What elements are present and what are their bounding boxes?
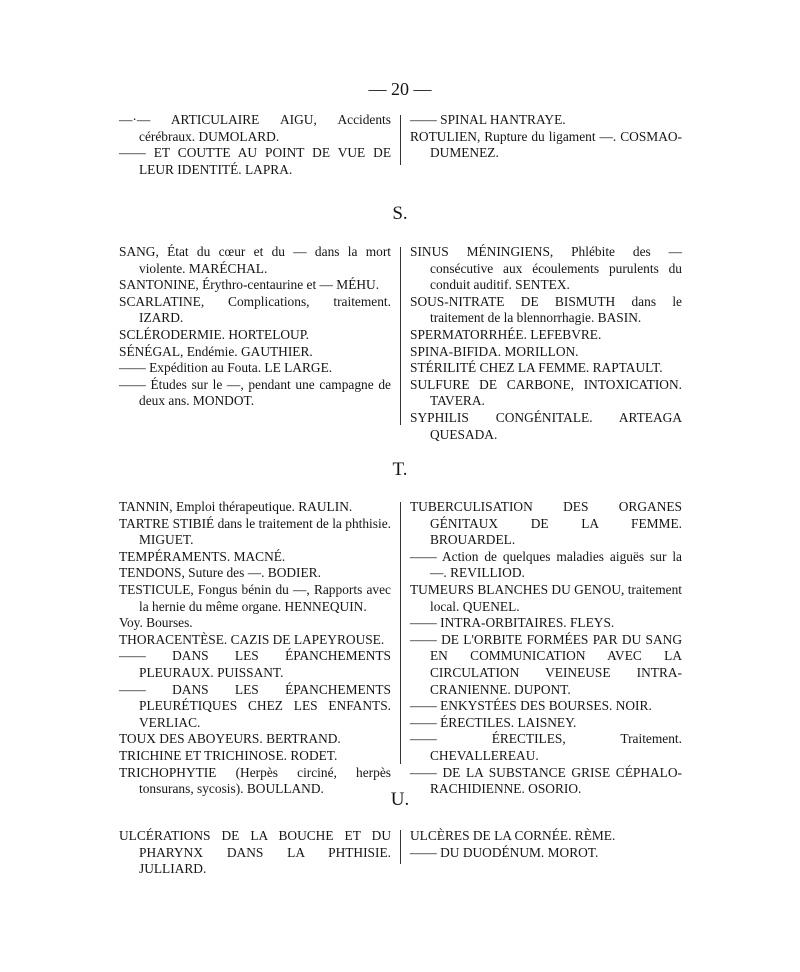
index-entry: ULCÈRES DE LA CORNÉE. RÈME. [410, 828, 616, 843]
index-entry: —— DANS LES ÉPANCHEMENTS PLEURAUX. PUISSANT. [119, 648, 391, 680]
index-entry: THORACENTÈSE. CAZIS DE LAPEYROUSE. [119, 631, 385, 647]
index-entry: SCARLATINE, Complications, traitement. IZARD. [119, 293, 391, 326]
index-entry: SÉNÉGAL, Endémie. GAUTHIER. [119, 343, 313, 359]
section-t-left-column [119, 499, 391, 798]
index-entry: TUBERCULISATION DES ORGANES GÉNITAUX DE LA FEMME. BROUARDEL. [410, 499, 682, 548]
index-entry: TENDONS, Suture des —. BODIER. [119, 565, 321, 581]
index-entry: —— DE LA SUBSTANCE GRISE CÉPHALO-RACHIDIENNE. OSORIO. [410, 764, 682, 797]
index-entry: TOUX DES ABOYEURS. BERTRAND. [119, 731, 341, 747]
index-entry: TESTICULE, Fongus bénin du —, Rapports avec la hernie du même organe. HENNEQUIN. [119, 581, 391, 614]
index-entry: SANTONINE, Érythro-centaurine et — MÉHU. [119, 277, 380, 293]
index-entry: TRICHINE ET TRICHINOSE. RODET. [119, 747, 338, 763]
section-s-left-column [119, 244, 391, 410]
index-entry: —— ÉRECTILES. LAISNEY. [410, 714, 577, 730]
index-entry: —— DU DUODÉNUM. MOROT. [410, 844, 599, 860]
index-entry: SINUS MÉNINGIENS, Phlébite des — consécutive aux écoulements purulents du conduit auditif. SENTEX. [410, 244, 682, 293]
section-letter-t: T. [392, 459, 408, 480]
column-divider [400, 830, 401, 864]
index-entry: STÉRILITÉ CHEZ LA FEMME. RAPTAULT. [410, 360, 663, 376]
index-entry: TUMEURS BLANCHES DU GENOU, traitement local. QUENEL. [410, 581, 682, 614]
cross-reference: Voy. Bourses. [119, 615, 193, 631]
section-letter-u: U. [390, 789, 410, 810]
page-number: — 20 — [368, 79, 432, 99]
index-entry: SYPHILIS CONGÉNITALE. ARTEAGA QUESADA. [410, 409, 682, 442]
column-divider [400, 115, 401, 165]
index-entry: TEMPÉRAMENTS. MACNÉ. [119, 548, 286, 564]
column-divider [400, 502, 401, 764]
index-entry: —— SPINAL HANTRAYE. [410, 112, 566, 127]
index-entry: SOUS-NITRATE DE BISMUTH dans le traitement de la blennorrhagie. BASIN. [410, 293, 682, 326]
index-entry: —— INTRA-ORBITAIRES. FLEYS. [410, 615, 615, 631]
section-letter-s: S. [392, 203, 408, 224]
index-entry: —— Études sur le —, pendant une campagne de deux ans. MONDOT. [119, 376, 391, 409]
section-t-right-column [410, 499, 682, 798]
index-entry: SULFURE DE CARBONE, INTOXICATION. TAVERA. [410, 376, 682, 409]
section-u-left-column [119, 828, 391, 878]
index-entry: TANNIN, Emploi thérapeutique. RAULIN. [119, 499, 353, 514]
index-entry: TARTRE STIBIÉ dans le traitement de la phthisie. MIGUET. [119, 515, 391, 548]
index-entry: ULCÉRATIONS DE LA BOUCHE ET DU PHARYNX DANS LA PHTHISIE. JULLIARD. [119, 828, 391, 877]
index-entry: SANG, État du cœur et du — dans la mort violente. MARÉCHAL. [119, 244, 391, 276]
section-u-right-column [410, 828, 682, 861]
top-left-column [119, 112, 391, 178]
section-s-right-column [410, 244, 682, 443]
index-entry: —·— ARTICULAIRE AIGU, Accidents cérébraux. DUMOLARD. [119, 112, 391, 144]
index-entry: SPINA-BIFIDA. MORILLON. [410, 343, 579, 359]
index-entry: —— ÉRECTILES, Traitement. CHEVALLEREAU. [410, 731, 682, 763]
index-entry: SCLÉRODERMIE. HORTELOUP. [119, 326, 310, 342]
index-entry: SPERMATORRHÉE. LEFEBVRE. [410, 326, 602, 342]
top-right-column [410, 112, 682, 162]
index-entry: —— DE L'ORBITE FORMÉES PAR DU SANG EN COMMUNICATION AVEC LA CIRCULATION VEINEUSE INTRA-CRANIENNE. DUPONT. [410, 631, 682, 697]
index-entry: —— DANS LES ÉPANCHEMENTS PLEURÉTIQUES CHEZ LES ENFANTS. VERLIAC. [119, 681, 391, 730]
index-entry: —— Expédition au Fouta. LE LARGE. [119, 360, 333, 376]
index-entry: —— Action de quelques maladies aiguës sur la —. REVILLIOD. [410, 548, 682, 581]
index-entry: ROTULIEN, Rupture du ligament —. COSMAO-DUMENEZ. [410, 128, 682, 161]
index-entry: —— ET COUTTE AU POINT DE VUE DE LEUR IDENTITÉ. LAPRA. [119, 145, 391, 177]
index-entry: TRICHOPHYTIE (Herpès circiné, herpès tonsurans, sycosis). BOULLAND. [119, 764, 391, 797]
index-entry: —— ENKYSTÉES DES BOURSES. NOIR. [410, 698, 652, 714]
column-divider [400, 247, 401, 425]
